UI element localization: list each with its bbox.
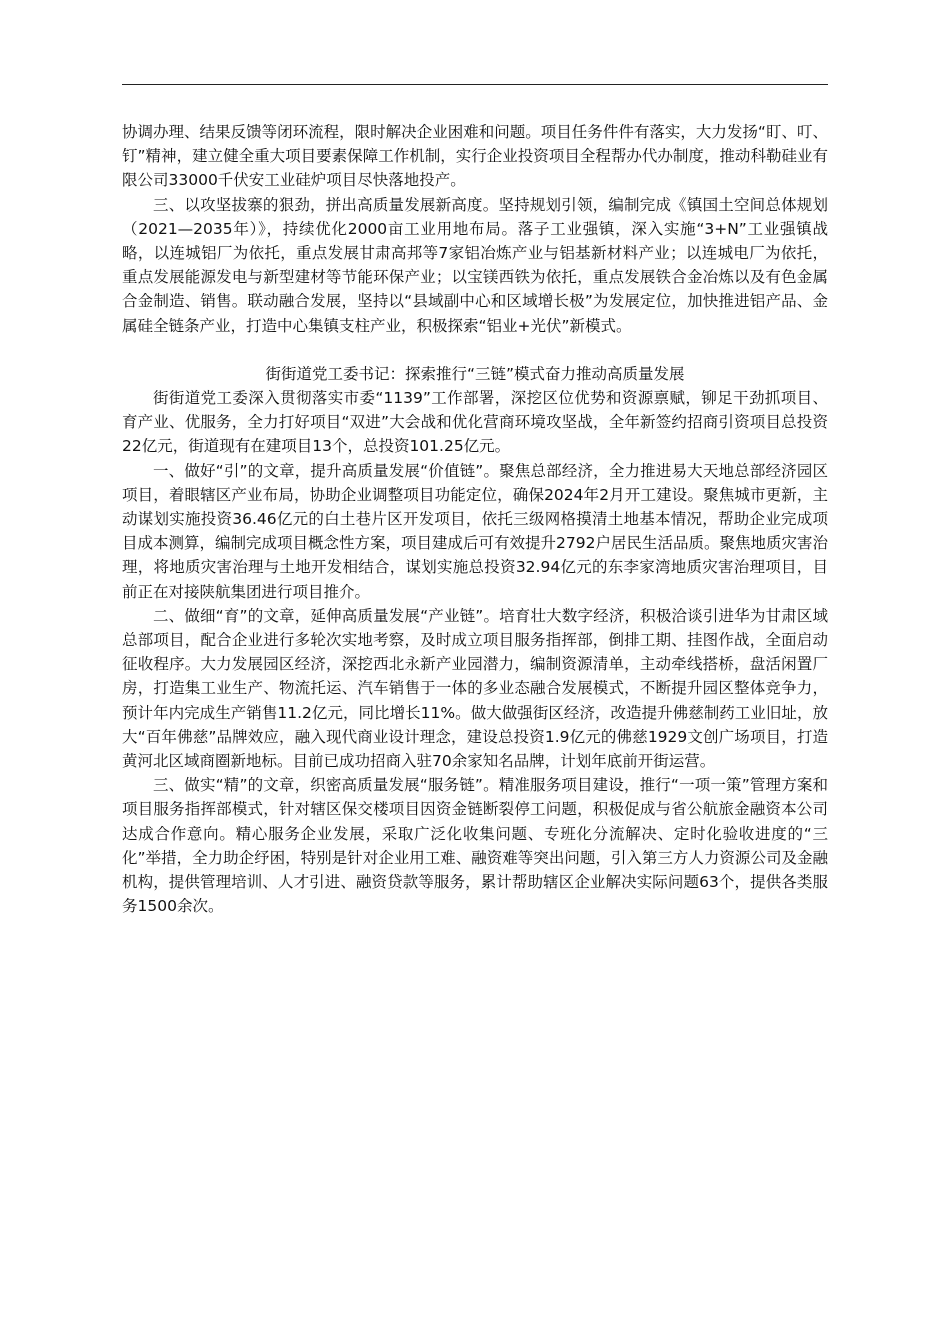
document-body [122,120,828,919]
paragraph: 二、做细“育”的文章，延伸高质量发展“产业链”。培育壮大数字经济，积极洽谈引进华为甘肃区域总部项目，配合企业进行多轮次实地考察，及时成立项目服务指挥部，倒排工期、挂图作战，全面启动征收程序。大力发展园区经济，深挖西北永新产业园潜力，编制资源清单，主动牵线搭桥，盘活闲置厂房，打造集工业生产、物流托运、汽车销售于一体的多业态融合发展模式，不断提升园区整体竞争力，预计年内完成生产销售11.2亿元，同比增长11%。做大做强街区经济，改造提升佛慈制药工业旧址，放大“百年佛慈”品牌效应，融入现代商业设计理念，建设总投资1.9亿元的佛慈1929文创广场项目，打造黄河北区域商圈新地标。目前已成功招商入驻70余家知名品牌，计划年底前开街运营。 [122,606,828,771]
paragraph: 街街道党工委深入贯彻落实市委“1139”工作部署，深挖区位优势和资源禀赋，铆足干劲抓项目、育产业、优服务，全力打好项目“双进”大会战和优化营商环境攻坚战，全年新签约招商引资项目总投资22亿元，街道现有在建项目13个，总投资101.25亿元。 [122,389,828,456]
paragraph: 三、做实“精”的文章，织密高质量发展“服务链”。精准服务项目建设，推行“一项一策”管理方案和项目服务指挥部模式，针对辖区保交楼项目因资金链断裂停工问题，积极促成与省公航旅金融资本公司达成合作意向。精心服务企业发展，采取广泛化收集问题、专班化分流解决、定时化验收进度的“三化”举措，全力助企纾困，特别是针对企业用工难、融资难等突出问题，引入第三方人力资源公司及金融机构，提供管理培训、人才引进、融资贷款等服务，累计帮助辖区企业解决实际问题63个，提供各类服务1500余次。 [122,776,828,916]
paragraph: 一、做好“引”的文章，提升高质量发展“价值链”。聚焦总部经济，全力推进易大天地总部经济园区项目，着眼辖区产业布局，协助企业调整项目功能定位，确保2024年2月开工建设。聚焦城市更新，主动谋划实施投资36.46亿元的白土巷片区开发项目，依托三级网格摸清土地基本情况，帮助企业完成项目成本测算，编制完成项目概念性方案，项目建成后可有效提升2792户居民生活品质。聚焦地质灾害治理，将地质灾害治理与土地开发相结合，谋划实施总投资32.94亿元的东李家湾地质灾害治理项目，目前正在对接陕航集团进行项目推介。 [122,461,828,601]
header-rule [122,84,828,85]
paragraph-spacer [122,338,828,362]
paragraph: 协调办理、结果反馈等闭环流程，限时解决企业困难和问题。项目任务件件有落实，大力发扬“盯、叮、钉”精神，建立健全重大项目要素保障工作机制，实行企业投资项目全程帮办代办制度，推动科勒硅业有限公司33000千伏安工业硅炉项目尽快落地投产。 [122,123,828,190]
paragraph: 三、以攻坚拔寨的狠劲，拼出高质量发展新高度。坚持规划引领，编制完成《镇国土空间总体规划（2021—2035年）》，持续优化2000亩工业用地布局。落子工业强镇，深入实施“3+N”工业强镇战略，以连城铝厂为依托，重点发展甘肃高邦等7家铝冶炼产业与铝基新材料产业；以连城电厂为依托，重点发展能源发电与新型建材等节能环保产业；以宝镁西铁为依托，重点发展铁合金冶炼以及有色金属合金制造、销售。联动融合发展，坚持以“县域副中心和区域增长极”为发展定位，加快推进铝产品、金属硅全链条产业，打造中心集镇支柱产业，积极探索“铝业+光伏”新模式。 [122,195,828,335]
section-title: 街街道党工委书记：探索推行“三链”模式奋力推动高质量发展 [265,364,685,383]
